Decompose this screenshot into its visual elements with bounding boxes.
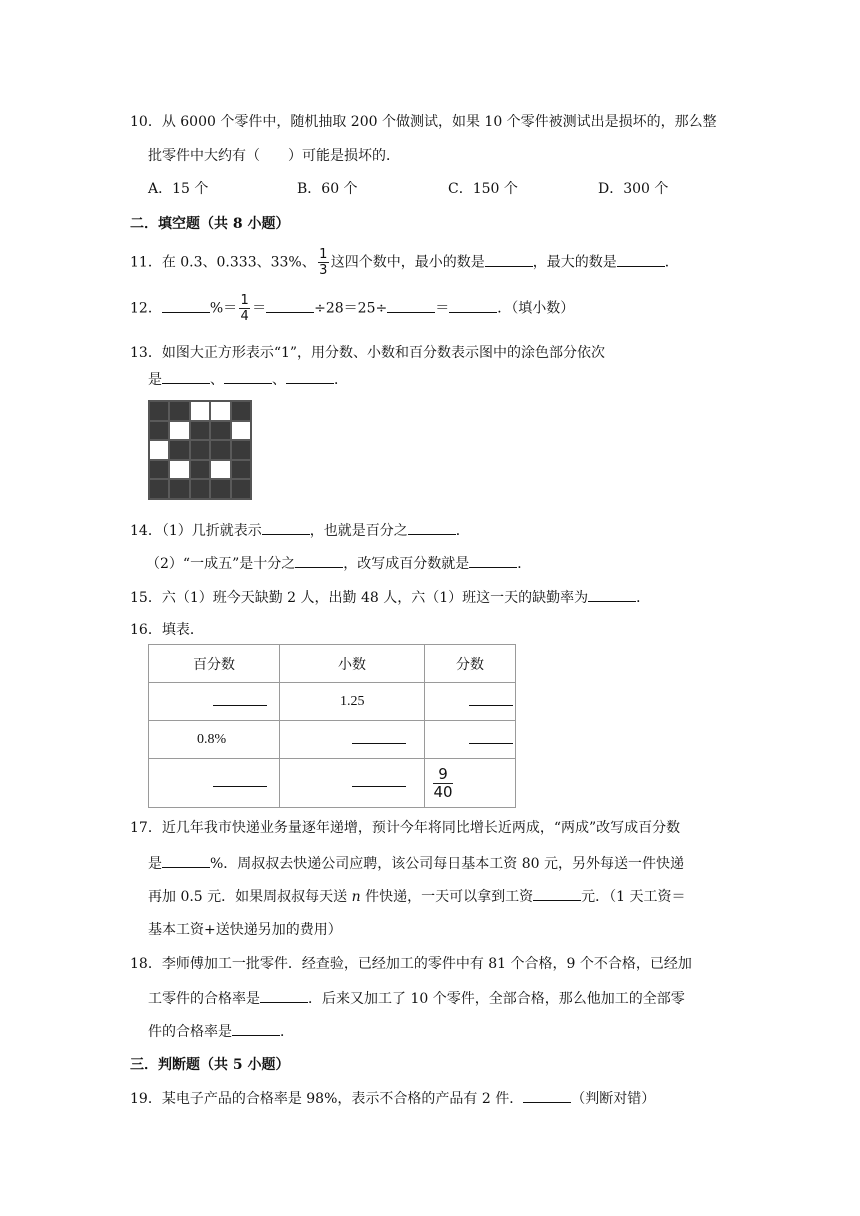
q14-part2 bbox=[146, 553, 531, 574]
q13-sep1: 、 bbox=[210, 372, 224, 388]
grid-cell-shaded bbox=[232, 461, 250, 479]
r3-fraction-value bbox=[433, 764, 453, 801]
answer-blank[interactable] bbox=[262, 520, 310, 535]
section-fill-in-heading: 二．填空题（共 8 小题） bbox=[130, 216, 290, 232]
grid-cell-shaded bbox=[150, 461, 168, 479]
grid-cell-white bbox=[211, 461, 229, 479]
q17-line4: 基本工资+送快递另加的费用） bbox=[148, 922, 342, 938]
q14-text-b1: （2）“一成五”是十分之 bbox=[146, 556, 296, 572]
answer-blank[interactable] bbox=[213, 774, 267, 787]
q17-line2 bbox=[148, 853, 684, 874]
q11 bbox=[130, 248, 679, 277]
q17-text-d: 件快递，一天可以拿到工资 bbox=[360, 889, 534, 905]
q12-text-c: ＝ bbox=[252, 300, 267, 317]
grid-cell-shaded bbox=[211, 480, 229, 498]
answer-blank[interactable] bbox=[588, 587, 636, 602]
r2-percent-value: 0.8% bbox=[197, 731, 227, 747]
grid-cell-white bbox=[170, 461, 188, 479]
q17-text-c: 再加 0.5 元．如果周叔叔每天送 bbox=[148, 889, 352, 905]
q19 bbox=[130, 1088, 655, 1109]
q12-text-e: ＝ bbox=[435, 300, 450, 317]
answer-blank[interactable] bbox=[408, 520, 456, 535]
shaded-square-figure bbox=[148, 400, 252, 500]
q13-line1: 13．如图大正方形表示“1”，用分数、小数和百分数表示图中的涂色部分依次 bbox=[130, 345, 606, 361]
q11-text-c: ，最大的数是 bbox=[532, 254, 617, 271]
answer-blank[interactable] bbox=[224, 369, 272, 384]
cell-r1-decimal bbox=[280, 683, 425, 721]
grid-cell-shaded bbox=[211, 422, 229, 440]
q14-text-a3: ． bbox=[455, 523, 470, 539]
q10-line1: 10．从 6000 个零件中，随机抽取 200 个做测试，如果 10 个零件被测试出是损坏的，那么整 bbox=[130, 114, 717, 130]
q13-line2 bbox=[148, 369, 348, 390]
cell-r1-percent[interactable] bbox=[149, 683, 280, 721]
q14-text-a2: ，也就是百分之 bbox=[309, 523, 408, 539]
q10-option-a: A．15 个 bbox=[148, 181, 209, 197]
answer-blank[interactable] bbox=[469, 693, 513, 706]
grid-cell-shaded bbox=[191, 441, 209, 459]
answer-blank[interactable] bbox=[533, 886, 581, 901]
q17-line3 bbox=[148, 886, 685, 907]
cell-r2-fraction[interactable] bbox=[425, 721, 516, 759]
grid-cell-white bbox=[170, 422, 188, 440]
q18-text-c: 件的合格率是 bbox=[148, 1024, 232, 1040]
cell-r3-fraction bbox=[425, 759, 516, 808]
q17-text-b: %．周叔叔去快递公司应聘，该公司每日基本工资 80 元，另外每送一件快递 bbox=[210, 856, 685, 872]
answer-blank[interactable] bbox=[266, 298, 314, 313]
q17-text-e: 元．（1 天工资＝ bbox=[581, 889, 686, 905]
q18-text-b: ．后来又加工了 10 个零件，全部合格，那么他加工的全部零 bbox=[308, 991, 685, 1007]
grid-cell-shaded bbox=[191, 422, 209, 440]
q11-text-a: 11．在 0.3、0.333、33%、 bbox=[130, 254, 316, 271]
cell-r2-percent bbox=[149, 721, 280, 759]
grid-cell-shaded bbox=[191, 480, 209, 498]
grid-cell-white bbox=[211, 402, 229, 420]
grid-cell-shaded bbox=[170, 441, 188, 459]
answer-blank[interactable] bbox=[213, 693, 267, 706]
r1-decimal-value: 1.25 bbox=[340, 693, 365, 709]
answer-blank[interactable] bbox=[523, 1088, 571, 1103]
q11-fraction bbox=[318, 248, 329, 277]
r3-frac-denominator: 40 bbox=[433, 782, 453, 801]
grid-cell-white bbox=[150, 441, 168, 459]
q13-text-a: 是 bbox=[148, 372, 162, 388]
q11-text-d: ． bbox=[664, 254, 679, 271]
answer-blank[interactable] bbox=[286, 369, 334, 384]
header-fraction: 分数 bbox=[425, 645, 516, 683]
q10-option-d: D．300 个 bbox=[598, 181, 669, 197]
q15 bbox=[130, 587, 650, 608]
q12 bbox=[130, 294, 574, 323]
q12-frac-denominator: 4 bbox=[240, 309, 249, 324]
answer-blank[interactable] bbox=[449, 298, 497, 313]
cell-r3-decimal[interactable] bbox=[280, 759, 425, 808]
answer-blank[interactable] bbox=[387, 298, 435, 313]
q13-sep2: 、 bbox=[272, 372, 286, 388]
q18-line3 bbox=[148, 1021, 294, 1042]
answer-blank[interactable] bbox=[617, 252, 665, 267]
answer-blank[interactable] bbox=[162, 298, 210, 313]
header-decimal: 小数 bbox=[280, 645, 425, 683]
q12-fraction bbox=[239, 294, 250, 323]
q18-line2 bbox=[148, 988, 685, 1009]
grid-cell-shaded bbox=[150, 402, 168, 420]
q14-text-b2: ，改写成百分数就是 bbox=[343, 556, 470, 572]
section-true-false-heading: 三．判断题（共 5 小题） bbox=[130, 1057, 290, 1073]
answer-blank[interactable] bbox=[352, 774, 406, 787]
grid-cell-shaded bbox=[170, 402, 188, 420]
q18-text-d: ． bbox=[280, 1024, 294, 1040]
q19-text-b: （判断对错） bbox=[571, 1091, 656, 1107]
q17-variable-n: n bbox=[351, 889, 361, 905]
q12-text-b: %＝ bbox=[209, 300, 238, 317]
answer-blank[interactable] bbox=[260, 988, 308, 1003]
q12-frac-numerator: 1 bbox=[240, 293, 249, 308]
grid-cell-white bbox=[232, 422, 250, 440]
grid-cell-shaded bbox=[150, 422, 168, 440]
cell-r3-percent[interactable] bbox=[149, 759, 280, 808]
cell-r2-decimal[interactable] bbox=[280, 721, 425, 759]
conversion-table bbox=[148, 644, 516, 808]
grid-cell-shaded bbox=[191, 461, 209, 479]
grid-cell-shaded bbox=[211, 441, 229, 459]
q15-text-a: 15．六（1）班今天缺勤 2 人，出勤 48 人，六（1）班这一天的缺勤率为 bbox=[130, 590, 589, 606]
q12-text-f: ．（填小数） bbox=[497, 300, 575, 317]
q18-line1: 18．李师傅加工一批零件．经查验，已经加工的零件中有 81 个合格，9 个不合格，已经加 bbox=[130, 956, 692, 972]
q10-line2: 批零件中大约有（ ）可能是损坏的． bbox=[148, 148, 400, 164]
grid-cell-shaded bbox=[232, 480, 250, 498]
answer-blank[interactable] bbox=[352, 731, 406, 744]
q12-text-d: ÷28＝25÷ bbox=[314, 300, 388, 317]
q10-option-b: B．60 个 bbox=[297, 181, 358, 197]
q15-text-b: ． bbox=[636, 590, 651, 606]
q18-text-a: 工零件的合格率是 bbox=[148, 991, 260, 1007]
cell-r1-fraction[interactable] bbox=[425, 683, 516, 721]
q13-end: ． bbox=[334, 372, 348, 388]
q11-frac-denominator: 3 bbox=[319, 263, 328, 278]
q11-frac-numerator: 1 bbox=[319, 247, 328, 262]
answer-blank[interactable] bbox=[295, 553, 343, 568]
answer-blank[interactable] bbox=[232, 1021, 280, 1036]
grid-cell-shaded bbox=[232, 441, 250, 459]
answer-blank[interactable] bbox=[162, 853, 210, 868]
q17-text-a: 是 bbox=[148, 856, 162, 872]
r3-frac-numerator: 9 bbox=[438, 764, 448, 783]
answer-blank[interactable] bbox=[469, 553, 517, 568]
q17-line1: 17．近几年我市快递业务量逐年递增，预计今年将同比增长近两成，“两成”改写成百分数 bbox=[130, 820, 681, 836]
answer-blank[interactable] bbox=[162, 369, 210, 384]
grid-cell-white bbox=[191, 402, 209, 420]
q14-text-b3: ． bbox=[517, 556, 532, 572]
q14-part1 bbox=[130, 520, 470, 541]
grid-cell-shaded bbox=[232, 402, 250, 420]
q19-text-a: 19．某电子产品的合格率是 98%，表示不合格的产品有 2 件． bbox=[130, 1091, 524, 1107]
header-percent: 百分数 bbox=[149, 645, 280, 683]
q10-option-c: C．150 个 bbox=[448, 181, 518, 197]
answer-blank[interactable] bbox=[485, 252, 533, 267]
grid-cell-shaded bbox=[170, 480, 188, 498]
grid-cell-shaded bbox=[150, 480, 168, 498]
q11-text-b: 这四个数中，最小的数是 bbox=[330, 254, 485, 271]
q12-text-a: 12． bbox=[130, 300, 162, 317]
q14-text-a1: 14．（1）几折就表示 bbox=[130, 523, 262, 539]
q16-title: 16．填表． bbox=[130, 622, 204, 638]
answer-blank[interactable] bbox=[469, 731, 513, 744]
